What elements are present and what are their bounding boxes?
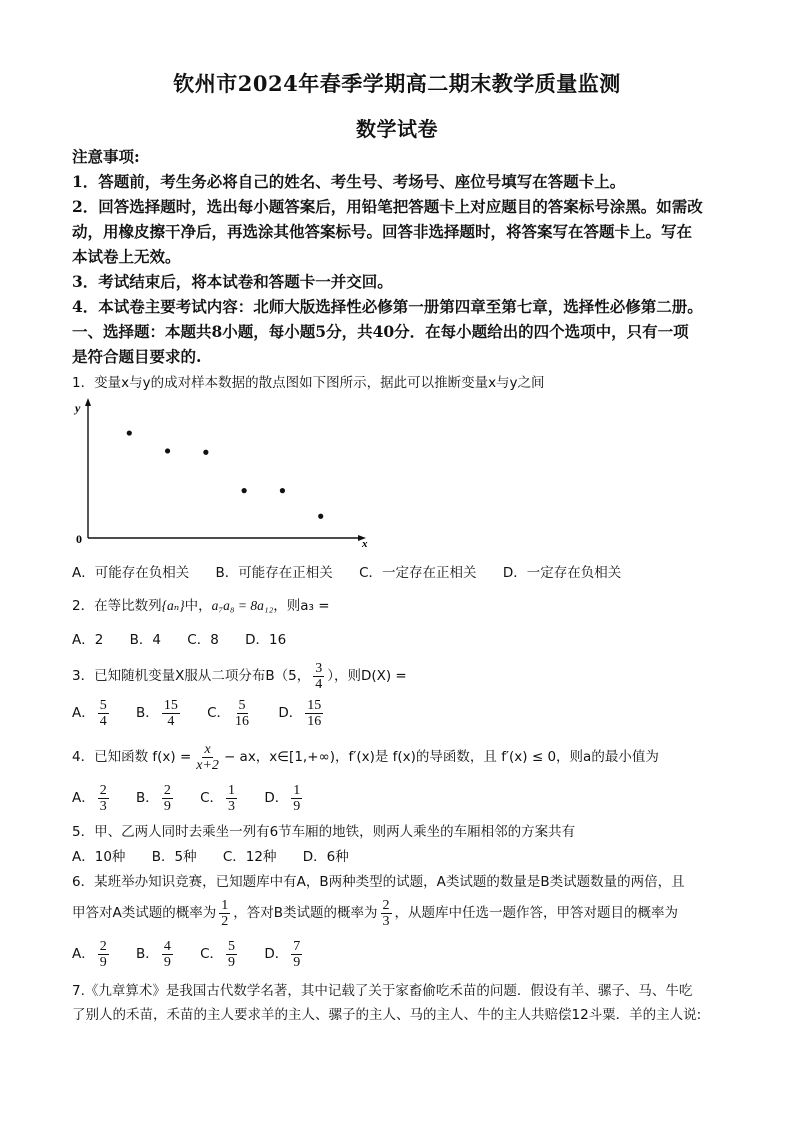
q1-option-b[interactable]: B．可能存在正相关	[215, 565, 333, 581]
q6-line-2-pre: 甲答对A类试题的概率为	[72, 905, 217, 921]
q3-option-b[interactable]: B． $\frac{15}{4}$	[136, 697, 178, 729]
scatter-point	[203, 450, 208, 455]
origin-label: 0	[76, 532, 82, 546]
q4-option-c[interactable]: C． $\frac{1}{3}$	[200, 782, 236, 814]
q1-option-d[interactable]: D．一定存在负相关	[502, 565, 622, 581]
scatter-point	[280, 488, 285, 493]
notice-item-1: 1．答题前，考生务必将自己的姓名、考生号、考场号、座位号填写在答题卡上。	[72, 172, 626, 191]
q7-line-1: 7.《九章算术》是我国古代数学名著，其中记载了关于家畜偷吃禾苗的问题．假设有羊、骡子、马、牛吃	[72, 983, 693, 999]
q5-options	[72, 848, 732, 866]
q6-fraction-a: $\frac{1}{2}$	[221, 897, 229, 929]
q4-stem-fraction: $\frac{x}{x+2}$	[196, 741, 219, 773]
q5-option-d[interactable]: D．6种	[302, 849, 349, 865]
q5-stem: 5．甲、乙两人同时去乘坐一列有6节车厢的地铁，则两人乘坐的车厢相邻的方案共有	[72, 824, 576, 840]
scatter-point	[127, 430, 132, 435]
q2-option-c[interactable]: C．8	[187, 632, 219, 648]
q7-line-2: 了别人的禾苗，禾苗的主人要求羊的主人、骡子的主人、马的主人、牛的主人共赔偿12斗粟．羊的主人说:	[72, 1007, 702, 1023]
section-heading-line-1: 一、选择题：本题共8小题，每小题5分，共40分．在每小题给出的四个选项中，只有一项	[72, 322, 689, 341]
q4-option-d[interactable]: D． $\frac{1}{9}$	[264, 782, 301, 814]
q6-option-a[interactable]: A． $\frac{2}{9}$	[72, 938, 107, 970]
scatter-point	[242, 488, 247, 493]
q2-options	[72, 631, 732, 649]
scatter-point	[165, 448, 170, 453]
q4-option-a[interactable]: A． $\frac{2}{3}$	[72, 782, 107, 814]
notice-item-2b: 动，用橡皮擦干净后，再选涂其他答案标号。回答非选择题时，将答案写在答题卡上。写在	[72, 222, 693, 241]
q3-stem-fraction: $\frac{3}{4}$	[315, 660, 323, 692]
section-heading-line-2: 是符合题目要求的.	[72, 347, 202, 366]
scatter-plot	[70, 398, 370, 550]
q3-option-c[interactable]: C． $\frac{5}{16}$	[207, 697, 250, 729]
q2-sequence: {aₙ}	[161, 598, 185, 613]
q1-stem: 1．变量x与y的成对样本数据的散点图如下图所示，据此可以推断变量x与y之间	[72, 375, 545, 391]
q2-stem-pre: 2．在等比数列	[72, 598, 162, 614]
q3-stem	[72, 660, 732, 692]
q6-fraction-b: $\frac{2}{3}$	[382, 897, 390, 929]
q2-stem-mid: 中，	[184, 598, 212, 614]
q5-option-c[interactable]: C．12种	[222, 849, 277, 865]
q2-stem	[72, 597, 732, 615]
q3-stem-post: ），则D(X) =	[327, 668, 407, 684]
notice-item-2c: 本试卷上无效。	[72, 247, 181, 266]
q3-options	[72, 697, 732, 729]
q2-condition: a₇a₈ = 8a₁₂	[211, 598, 274, 613]
y-axis-label: y	[75, 401, 81, 415]
plot-axes	[73, 398, 368, 550]
q1-option-c[interactable]: C．一定存在正相关	[359, 565, 477, 581]
scatter-point	[318, 514, 323, 519]
q6-option-b[interactable]: B． $\frac{4}{9}$	[136, 938, 171, 970]
q1-option-a[interactable]: A．可能存在负相关	[72, 565, 190, 581]
q2-option-b[interactable]: B．4	[129, 632, 161, 648]
y-axis-arrow	[85, 398, 91, 406]
q4-option-b[interactable]: B． $\frac{2}{9}$	[136, 782, 171, 814]
q4-options	[72, 782, 732, 814]
x-axis-label: x	[362, 538, 368, 550]
q4-stem	[72, 741, 732, 773]
q1-options	[72, 564, 732, 582]
q2-option-a[interactable]: A．2	[72, 632, 104, 648]
page-subtitle: 数学试卷	[356, 117, 438, 141]
plot-points	[127, 430, 324, 518]
q4-stem-pre: 4．已知函数 f(x) =	[72, 749, 192, 765]
q6-options	[72, 937, 732, 971]
q5-option-a[interactable]: A．10种	[72, 849, 126, 865]
q5-option-b[interactable]: B．5种	[151, 849, 197, 865]
q6-line-2	[72, 896, 732, 930]
q6-line-2-mid: ，答对B类试题的概率为	[233, 905, 378, 921]
notice-item-3: 3．考试结束后，将本试卷和答题卡一并交回。	[72, 272, 393, 291]
notice-item-2a: 2．回答选择题时，选出每小题答案后，用铅笔把答题卡上对应题目的答案标号涂黑。如需改	[72, 197, 703, 216]
q3-stem-pre: 3．已知随机变量X服从二项分布B（5，	[72, 668, 311, 684]
page-title: 钦州市2024年春季学期高二期末教学质量监测	[173, 71, 621, 96]
q6-line-2-post: ，从题库中任选一题作答，甲答对题目的概率为	[394, 905, 679, 921]
q6-option-c[interactable]: C． $\frac{5}{9}$	[200, 938, 236, 970]
q2-stem-post: ，则a₃ =	[273, 598, 330, 614]
q2-option-d[interactable]: D．16	[245, 632, 287, 648]
q3-option-d[interactable]: D． $\frac{15}{16}$	[278, 697, 322, 729]
q6-line-1: 6．某班举办知识竞赛，已知题库中有A，B两种类型的试题，A类试题的数量是B类试题数量的两倍，且	[72, 874, 685, 890]
notice-heading: 注意事项:	[72, 147, 140, 166]
notice-item-4: 4．本试卷主要考试内容：北师大版选择性必修第一册第四章至第七章，选择性必修第二册。	[72, 297, 703, 316]
q4-stem-post: − ax，x∈[1,+∞)，f′(x)是 f(x)的导函数，且 f′(x) ≤ 0，则a的最小值为	[223, 749, 659, 765]
q6-option-d[interactable]: D． $\frac{7}{9}$	[264, 938, 301, 970]
q3-option-a[interactable]: A． $\frac{5}{4}$	[72, 697, 107, 729]
